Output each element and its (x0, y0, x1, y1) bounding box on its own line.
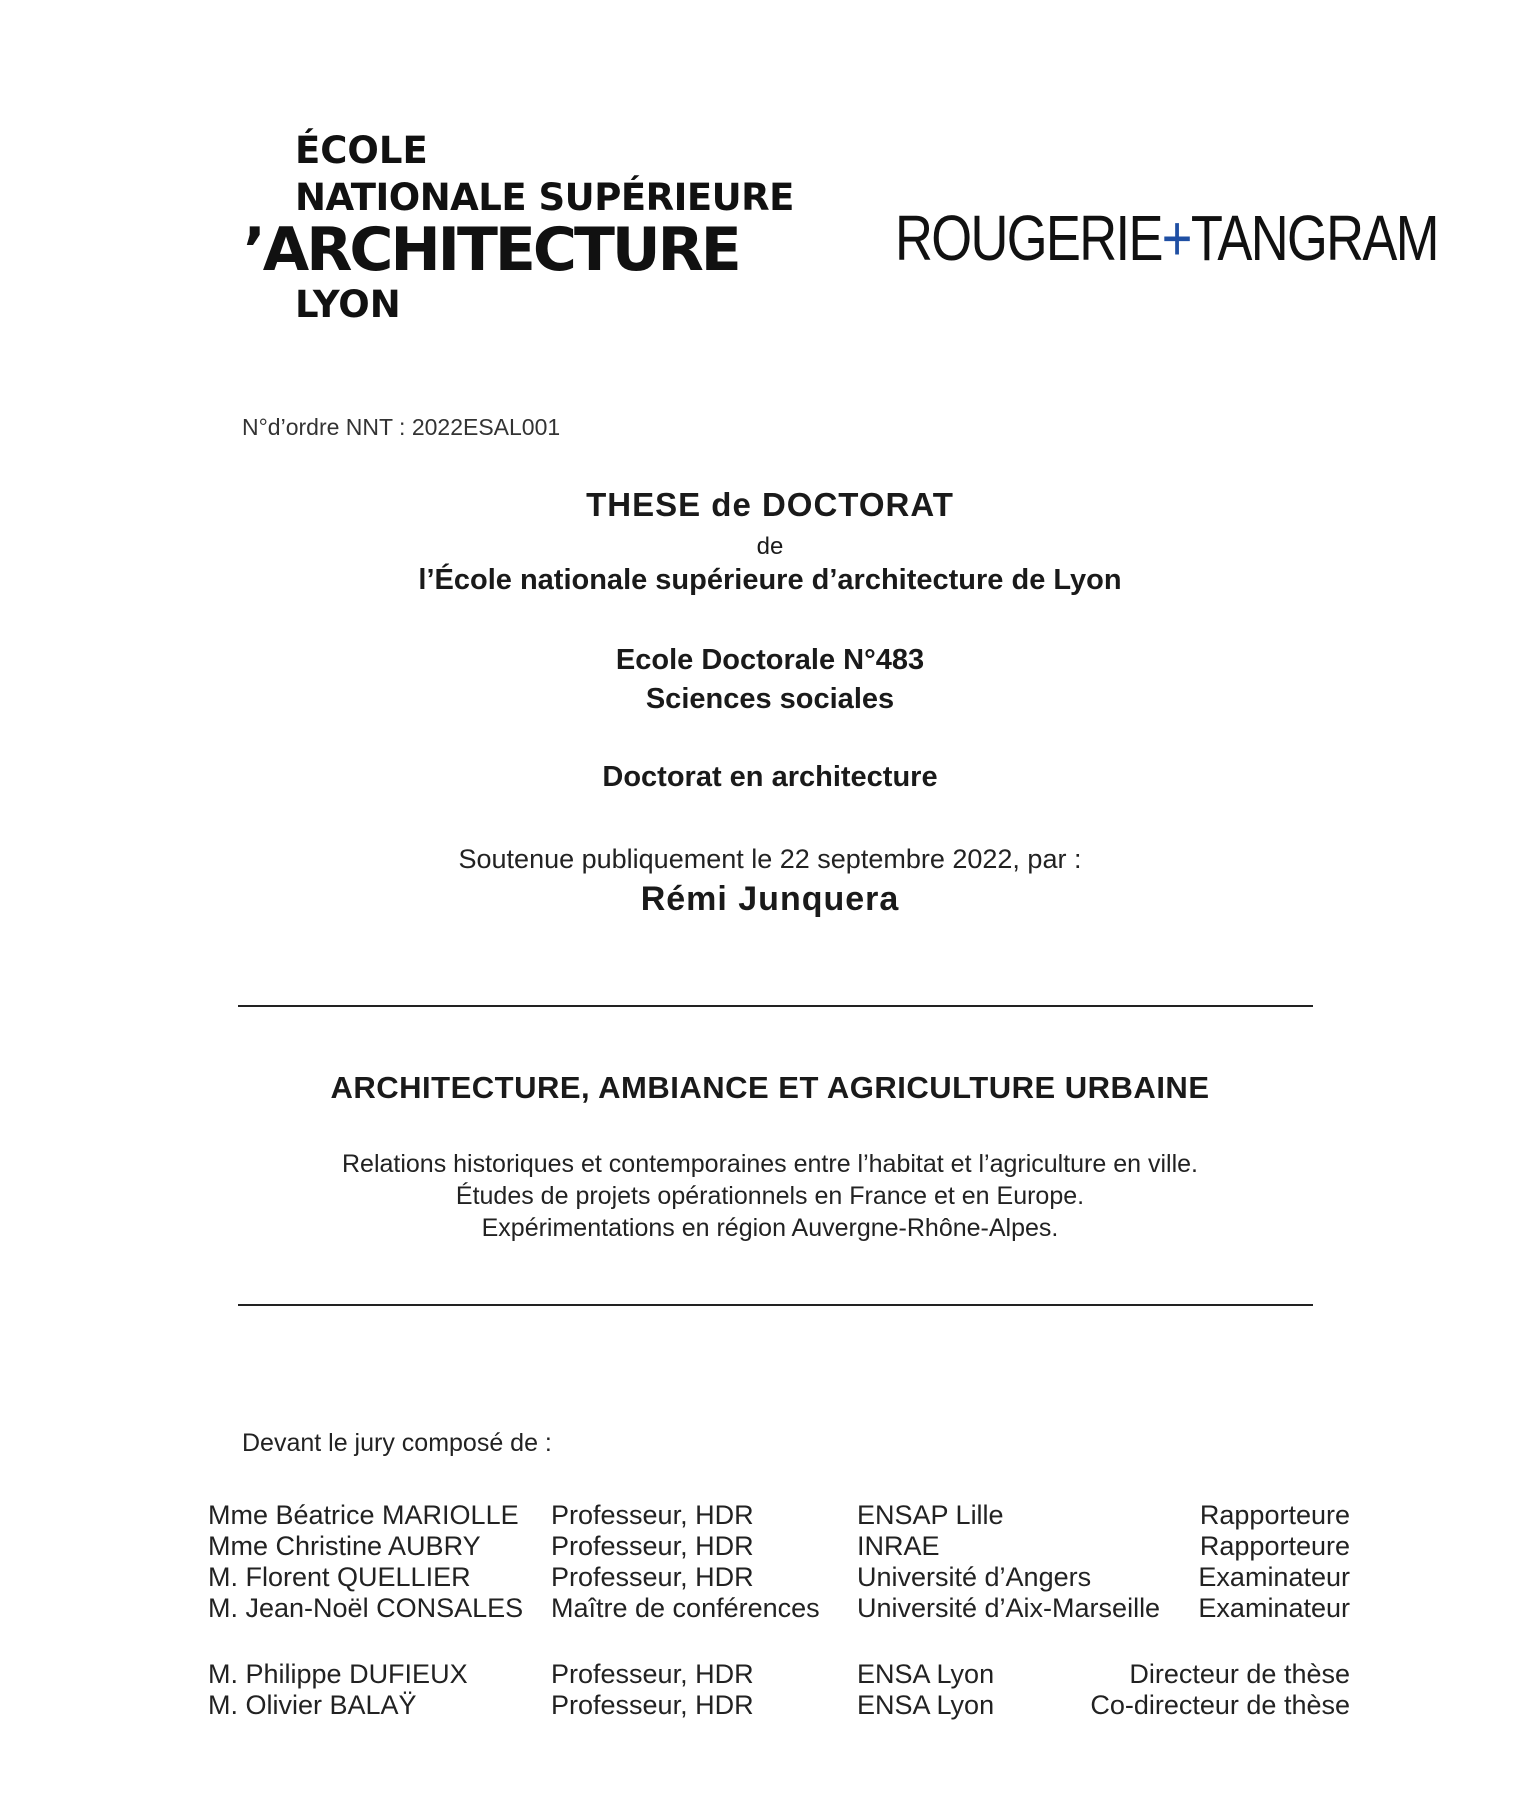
jury-row (0, 1500, 1540, 1531)
supervisor-row (0, 1659, 1540, 1690)
subtitle-line: Expérimentations en région Auvergne-Rhône-Alpes. (481, 1214, 1059, 1242)
degree: Doctorat en architecture (602, 761, 938, 793)
rougerie-tangram-logo (895, 202, 1438, 274)
supervisor-title: Professeur, HDR (551, 1659, 754, 1689)
supervisor-title: Professeur, HDR (551, 1690, 754, 1720)
jury-role: Rapporteure (1199, 1531, 1350, 1561)
supervisor-role: Directeur de thèse (1129, 1659, 1350, 1689)
logo-word: ROUGERIE (895, 202, 1162, 274)
thesis-title: ARCHITECTURE, AMBIANCE ET AGRICULTURE URBAINE (330, 1070, 1210, 1105)
jury-role: Rapporteure (1199, 1500, 1350, 1530)
jury-name: M. Florent QUELLIER (208, 1562, 471, 1592)
jury-name: Mme Béatrice MARIOLLE (208, 1500, 519, 1530)
jury-institution: ENSAP Lille (857, 1500, 1004, 1530)
jury-institution: Université d’Aix-Marseille (857, 1593, 1161, 1623)
jury-label: Devant le jury composé de : (242, 1429, 552, 1457)
supervisor-name: M. Philippe DUFIEUX (208, 1659, 468, 1689)
logo-line: LYON (295, 283, 401, 326)
jury-title: Professeur, HDR (551, 1562, 754, 1592)
ensal-logo (243, 129, 794, 326)
field: Sciences sociales (645, 683, 895, 715)
thesis-de: de (756, 533, 784, 560)
thesis-heading: THESE de DOCTORAT (586, 486, 954, 523)
subtitle-line: Relations historiques et contemporaines entre l’habitat et l’agriculture en ville. (341, 1150, 1199, 1178)
jury-name: M. Jean-Noël CONSALES (208, 1593, 524, 1623)
nnt-number: N°d’ordre NNT : 2022ESAL001 (242, 414, 561, 440)
defense-date: Soutenue publiquement le 22 septembre 2022, par : (458, 844, 1082, 874)
jury-role: Examinateur (1198, 1593, 1350, 1623)
jury-row (0, 1531, 1540, 1562)
supervisor-row (0, 1690, 1540, 1721)
logo-line: ÉCOLE (295, 129, 428, 172)
school-name: l’École nationale supérieure d’architecture de Lyon (418, 564, 1122, 596)
jury-institution: INRAE (857, 1531, 940, 1561)
jury-role: Examinateur (1198, 1562, 1350, 1592)
jury-row (0, 1562, 1540, 1593)
divider (238, 1005, 1313, 1007)
subtitle-line: Études de projets opérationnels en France et en Europe. (455, 1182, 1085, 1210)
logo-word: TANGRAM (1190, 202, 1438, 274)
supervisor-institution: ENSA Lyon (857, 1690, 995, 1720)
logo-line: ’ARCHITECTURE (243, 215, 739, 285)
supervisor-role: Co-directeur de thèse (1090, 1690, 1350, 1720)
jury-institution: Université d’Angers (857, 1562, 1092, 1592)
author-name: Rémi Junquera (640, 880, 900, 918)
jury-name: Mme Christine AUBRY (208, 1531, 481, 1561)
jury-row (0, 1593, 1540, 1624)
supervisor-institution: ENSA Lyon (857, 1659, 995, 1689)
logo-line: NATIONALE SUPÉRIEURE (295, 176, 794, 219)
supervisor-name: M. Olivier BALAŸ (208, 1690, 417, 1720)
logo-plus: + (1161, 202, 1191, 274)
jury-title: Professeur, HDR (551, 1531, 754, 1561)
divider (238, 1304, 1313, 1306)
doctoral-school: Ecole Doctorale N°483 (615, 644, 925, 676)
jury-title: Professeur, HDR (551, 1500, 754, 1530)
jury-title: Maître de conférences (551, 1593, 820, 1623)
